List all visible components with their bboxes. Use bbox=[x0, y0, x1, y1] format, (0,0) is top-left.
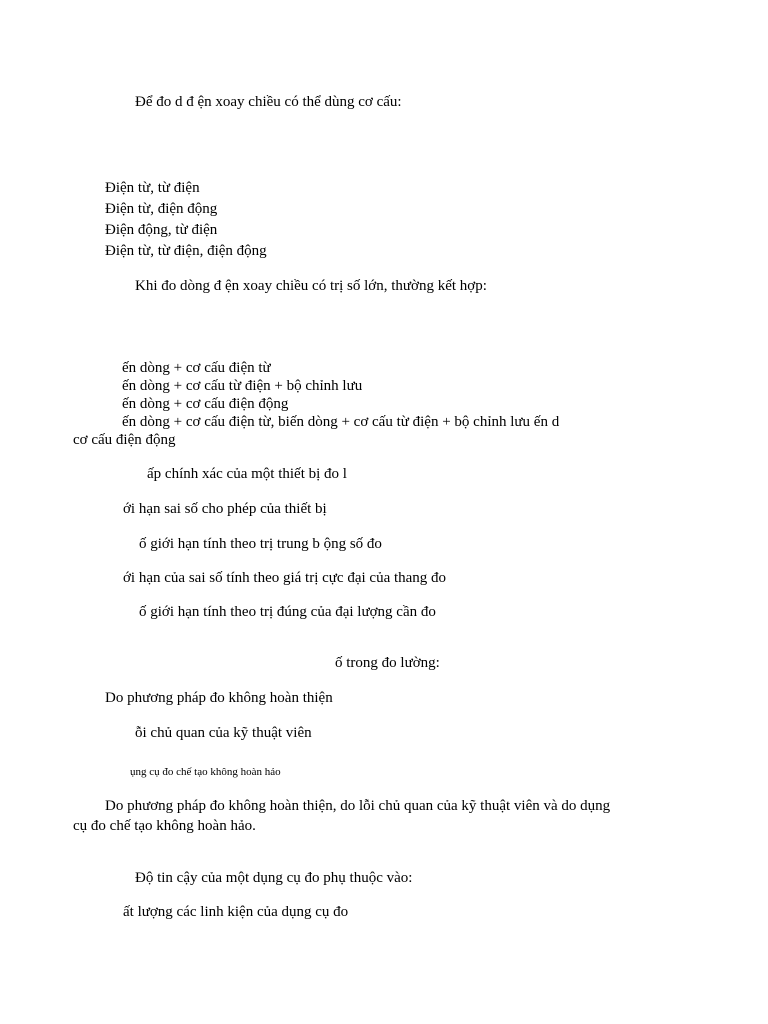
q3-option-b: ố giới hạn tính theo trị trung b ộng số đo bbox=[139, 536, 382, 552]
q4-option-d-line-1: Do phương pháp đo không hoàn thiện, do lỗi chủ quan của kỹ thuật viên và do dụng bbox=[105, 798, 611, 814]
q4-option-c: ụng cụ đo chế tạo không hoàn hảo bbox=[130, 766, 281, 778]
q1-option-d: Điện từ, từ điện, điện động bbox=[105, 243, 267, 259]
question-2: Khi đo dòng đ ện xoay chiều có trị số lớn, thường kết hợp: bbox=[135, 278, 487, 294]
q3-option-c: ới hạn của sai số tính theo giá trị cực đại của thang đo bbox=[123, 570, 447, 586]
question-4: ố trong đo lường: bbox=[335, 655, 440, 671]
q1-option-a: Điện từ, từ điện bbox=[105, 180, 200, 196]
q4-option-a: Do phương pháp đo không hoàn thiện bbox=[105, 690, 333, 706]
q5-option-a: ất lượng các linh kiện của dụng cụ đo bbox=[123, 904, 349, 920]
q3-option-a: ới hạn sai số cho phép của thiết bị bbox=[123, 501, 327, 517]
q4-option-b: ỗi chủ quan của kỹ thuật viên bbox=[135, 725, 312, 741]
q3-option-d: ố giới hạn tính theo trị đúng của đại lượng cần đo bbox=[139, 604, 436, 620]
q1-option-b: Điện từ, điện động bbox=[105, 201, 218, 217]
q2-option-c: ến dòng + cơ cấu điện động bbox=[122, 396, 289, 412]
question-5: Độ tin cậy của một dụng cụ đo phụ thuộc vào: bbox=[135, 870, 413, 886]
question-3: ấp chính xác của một thiết bị đo l bbox=[147, 466, 347, 482]
question-1: Để đo d đ ện xoay chiều có thể dùng cơ cấu: bbox=[135, 94, 402, 110]
q4-option-d-line-2: cụ đo chế tạo không hoàn hảo. bbox=[73, 818, 256, 834]
q2-option-b: ến dòng + cơ cấu từ điện + bộ chỉnh lưu bbox=[122, 378, 363, 394]
q2-option-a: ến dòng + cơ cấu điện từ bbox=[122, 360, 271, 376]
q1-option-c: Điện động, từ điện bbox=[105, 222, 218, 238]
q2-option-d-continued: cơ cấu điện động bbox=[73, 432, 176, 448]
q2-option-d: ến dòng + cơ cấu điện từ, biến dòng + cơ cấu từ điện + bộ chỉnh lưu ến d bbox=[122, 414, 560, 430]
